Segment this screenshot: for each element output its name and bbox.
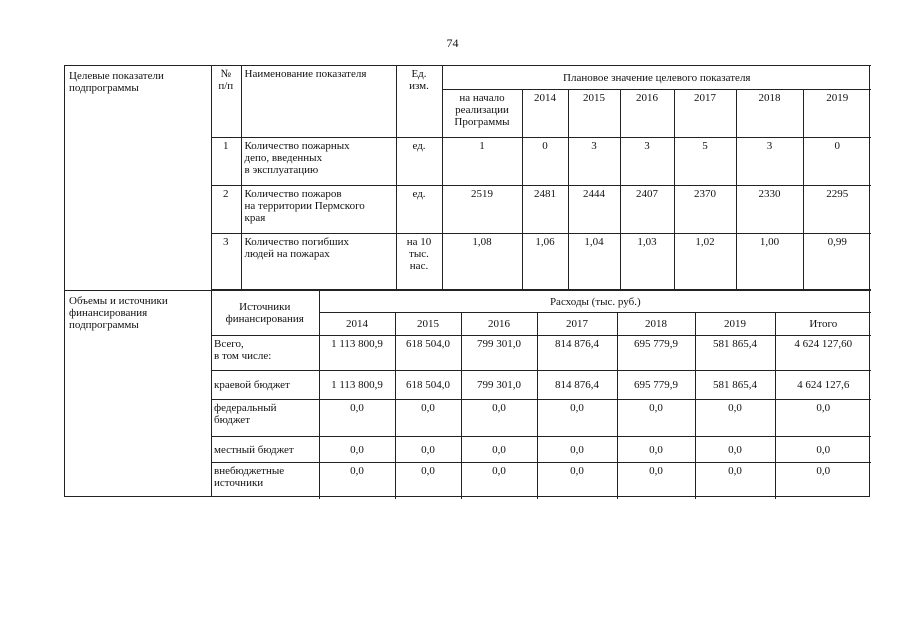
table-row xyxy=(211,437,871,463)
indicator-value: 3 xyxy=(736,138,803,186)
table-row xyxy=(211,336,871,371)
header-year: 2015 xyxy=(568,90,620,138)
expense-value: 0,0 xyxy=(461,400,537,437)
indicator-value: 1,06 xyxy=(522,234,568,290)
expense-value: 0,0 xyxy=(319,400,395,437)
row-number: 2 xyxy=(211,186,241,234)
targets-table xyxy=(211,65,871,290)
expense-value: 799 301,0 xyxy=(461,336,537,371)
funding-source: Всего, в том числе: xyxy=(211,336,319,371)
indicator-value: 0 xyxy=(522,138,568,186)
indicator-value: 1,00 xyxy=(736,234,803,290)
indicator-value: 1,02 xyxy=(674,234,736,290)
expense-value: 0,0 xyxy=(395,437,461,463)
expense-value: 0,0 xyxy=(695,437,775,463)
indicator-name: Количество пожаров на территории Пермского края xyxy=(241,186,396,234)
indicator-value: 2444 xyxy=(568,186,620,234)
header-year: 2019 xyxy=(695,313,775,336)
header-year: 2014 xyxy=(522,90,568,138)
header-year: 2014 xyxy=(319,313,395,336)
expense-value: 1 113 800,9 xyxy=(319,336,395,371)
finance-table xyxy=(211,290,871,499)
expense-total: 0,0 xyxy=(775,437,871,463)
indicator-value: 3 xyxy=(620,138,674,186)
expense-total: 0,0 xyxy=(775,463,871,499)
header-start: на начало реализации Программы xyxy=(442,90,522,138)
indicator-value: 2330 xyxy=(736,186,803,234)
expense-value: 0,0 xyxy=(461,437,537,463)
expense-value: 1 113 800,9 xyxy=(319,371,395,400)
indicator-value: 2370 xyxy=(674,186,736,234)
expense-value: 814 876,4 xyxy=(537,336,617,371)
indicator-unit: ед. xyxy=(396,138,442,186)
header-year: 2018 xyxy=(617,313,695,336)
header-year: 2018 xyxy=(736,90,803,138)
header-year: 2016 xyxy=(620,90,674,138)
indicator-unit: ед. xyxy=(396,186,442,234)
table-row xyxy=(211,138,871,186)
header-year: 2017 xyxy=(537,313,617,336)
header-year: 2019 xyxy=(803,90,871,138)
header-funding-source: Источники финансирования xyxy=(211,291,319,336)
header-indicator-name: Наименование показателя xyxy=(241,66,396,138)
indicator-name: Количество пожарных депо, введенных в эксплуатацию xyxy=(241,138,396,186)
finance-section-label: Объемы и источники финансирования подпрограммы xyxy=(69,295,168,331)
table-row xyxy=(211,234,871,290)
expense-total: 4 624 127,6 xyxy=(775,371,871,400)
funding-source: федеральный бюджет xyxy=(211,400,319,437)
indicator-value: 0 xyxy=(803,138,871,186)
expense-value: 581 865,4 xyxy=(695,371,775,400)
expense-value: 0,0 xyxy=(695,400,775,437)
indicator-value: 3 xyxy=(568,138,620,186)
expense-value: 814 876,4 xyxy=(537,371,617,400)
expense-value: 0,0 xyxy=(617,400,695,437)
expense-value: 581 865,4 xyxy=(695,336,775,371)
indicator-value: 2407 xyxy=(620,186,674,234)
expense-value: 799 301,0 xyxy=(461,371,537,400)
expense-value: 695 779,9 xyxy=(617,371,695,400)
header-year: 2016 xyxy=(461,313,537,336)
expense-value: 695 779,9 xyxy=(617,336,695,371)
header-expenses: Расходы (тыс. руб.) xyxy=(319,291,871,313)
expense-value: 0,0 xyxy=(537,437,617,463)
table-row xyxy=(211,186,871,234)
expense-value: 0,0 xyxy=(617,437,695,463)
expense-value: 0,0 xyxy=(319,437,395,463)
header-year: 2017 xyxy=(674,90,736,138)
table-row xyxy=(211,371,871,400)
indicator-start-value: 1 xyxy=(442,138,522,186)
expense-total: 4 624 127,60 xyxy=(775,336,871,371)
expense-value: 618 504,0 xyxy=(395,371,461,400)
expense-value: 0,0 xyxy=(319,463,395,499)
indicator-start-value: 2519 xyxy=(442,186,522,234)
expense-value: 0,0 xyxy=(537,463,617,499)
expense-value: 618 504,0 xyxy=(395,336,461,371)
indicator-value: 0,99 xyxy=(803,234,871,290)
expense-value: 0,0 xyxy=(695,463,775,499)
indicator-value: 5 xyxy=(674,138,736,186)
indicator-unit: на 10 тыс. нас. xyxy=(396,234,442,290)
indicator-value: 2481 xyxy=(522,186,568,234)
header-unit: Ед. изм. xyxy=(396,66,442,138)
funding-source: внебюджетные источники xyxy=(211,463,319,499)
expense-value: 0,0 xyxy=(461,463,537,499)
funding-source: местный бюджет xyxy=(211,437,319,463)
header-plan-value: Плановое значение целевого показателя xyxy=(442,66,871,90)
passport-sheet xyxy=(64,65,870,497)
row-number: 3 xyxy=(211,234,241,290)
targets-section-label: Целевые показатели подпрограммы xyxy=(69,70,164,94)
expense-value: 0,0 xyxy=(395,400,461,437)
indicator-value: 2295 xyxy=(803,186,871,234)
table-row xyxy=(211,463,871,499)
expense-value: 0,0 xyxy=(617,463,695,499)
expense-value: 0,0 xyxy=(537,400,617,437)
indicator-name: Количество погибших людей на пожарах xyxy=(241,234,396,290)
page-number: 74 xyxy=(446,36,459,50)
header-number: № п/п xyxy=(211,66,241,138)
indicator-value: 1,04 xyxy=(568,234,620,290)
header-year: 2015 xyxy=(395,313,461,336)
indicator-start-value: 1,08 xyxy=(442,234,522,290)
expense-value: 0,0 xyxy=(395,463,461,499)
header-total: Итого xyxy=(775,313,871,336)
table-row xyxy=(211,400,871,437)
indicator-value: 1,03 xyxy=(620,234,674,290)
funding-source: краевой бюджет xyxy=(211,371,319,400)
row-number: 1 xyxy=(211,138,241,186)
expense-total: 0,0 xyxy=(775,400,871,437)
